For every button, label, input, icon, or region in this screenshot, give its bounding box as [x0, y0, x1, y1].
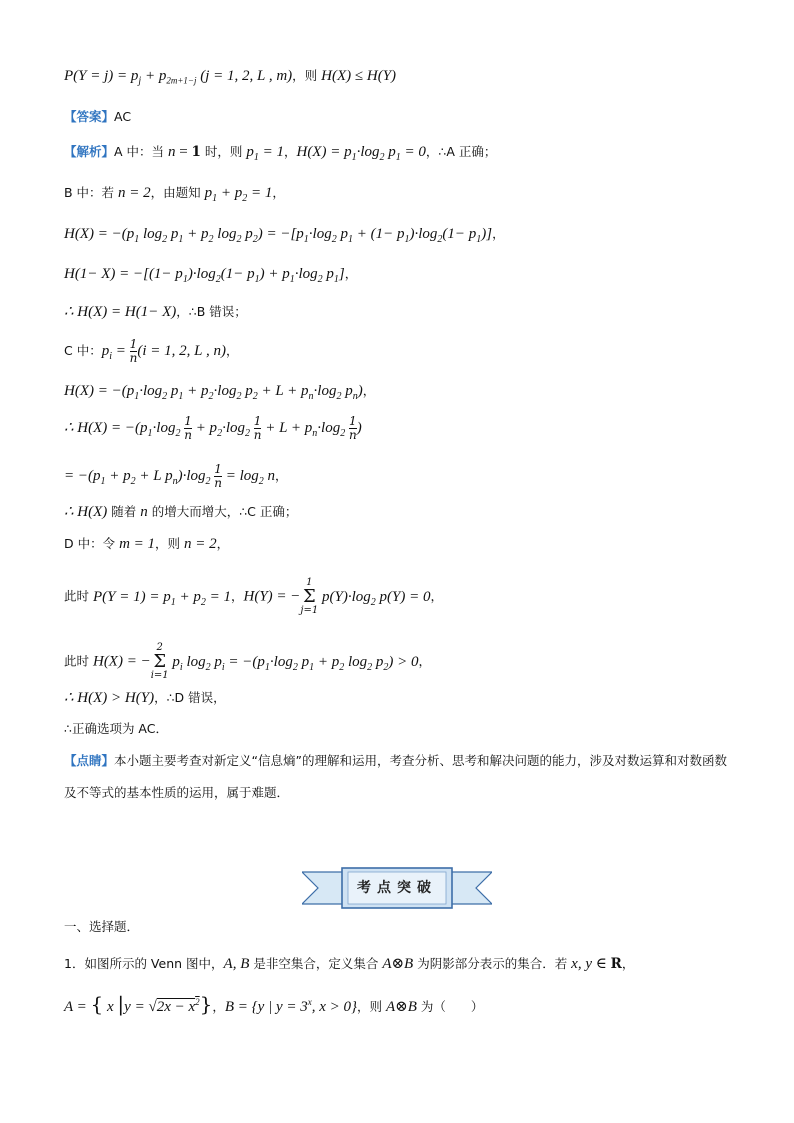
comment-text: 本小题主要考查对新定义“信息熵”的理解和运用，考查分析、思考和解决问题的能力，涉及对数运算和对数函数及不等式的基本性质的运用，属于难题．: [64, 753, 727, 800]
analysis-tag: 【解析】: [64, 144, 115, 159]
analysis-a-line: 【解析】A 中：当 n = 1 时，则 $p_1 = 1$，$H(X) = p_1\cdot\log_2$ $p_1 = 0$，∴A 正确；: [64, 144, 497, 163]
question-1-line-1: 1．如图所示的 Venn 图中，A, B 是非空集合，定义集合 A⊗B 为阴影部分表示的集合．若 x, y ∈ R，: [64, 956, 635, 972]
section-heading-text: 一、选择题．: [64, 919, 140, 934]
math-expression: P: [64, 68, 74, 84]
d-hy-line: 此时 $P(Y = 1) = p_1 + p_2 = 1$，H(Y) = − 1 Σ j=1 $p(Y)\cdot\log_2$ p(Y) = 0，: [64, 577, 443, 616]
question-1-line-2: A = { x $|y = √2x - x^2$}，B = {y | $y = 3^x$, x > 0}，则 A⊗B 为（ ）: [64, 992, 484, 1016]
entropy-h1x-line: $H(1- X) = -[(1- p_1)\cdot\log_2(1- p_1) + p_1\cdot\log_2$ $p_1$]，: [64, 266, 358, 285]
banner-label: 考点突破: [357, 880, 437, 896]
b-conclusion-line: ∴ H(X) = H(1− X)，∴B 错误；: [64, 304, 247, 320]
c-entropy-line: $H(X) = -(p_1\cdot\log_2$ $p_1 + p_2\cdot\log_2$ $p_2 + L + p_n\cdot\log_2$ $p_n$)，: [64, 383, 376, 402]
final-answer-line: ∴正确选项为 AC．: [64, 721, 168, 736]
analysis-b-line: B 中：若 n = 2，由题知 $p_1 + p_2 = 1$，: [64, 185, 285, 204]
answer-tag: 【答案】: [64, 109, 115, 124]
analysis-c-line: C 中：$p_i$ = $\frac{1}{n}$ (i = 1, 2, L , n)，: [64, 337, 239, 365]
c-substitution-line: ∴ $H(X) = -(p_1\cdot\log_2$ $\frac{1}{n}$ + $p_2\cdot\log_2$ $\frac{1}{n}$ + $L + p_n\cdot\log_2$ $\frac{1}{n}$ ): [64, 414, 362, 442]
section-banner: [302, 866, 492, 910]
c-conclusion-line: ∴ H(X) 随着 n 的增大而增大，∴C 正确；: [64, 504, 298, 520]
comment-tag: 【点睛】: [64, 753, 115, 768]
section-heading: [64, 918, 139, 936]
d-hx-line: 此时 H(X) = − 2 Σ i=1 $p_i$ $\log_2 p_i = -(p_1\cdot\log_2$ $p_1 + p_2$ $\log_2 p_2) > 0$，: [64, 642, 432, 681]
answer-value: AC: [114, 109, 132, 124]
answer-line: [64, 108, 131, 126]
analysis-d-line: D 中：令 m = 1，则 n = 2，: [64, 536, 230, 552]
entropy-hx-line: $H(X) = -(p_1$ $\log_2 p_1 + p_2$ $\log_2 p_2) = -[p_1\cdot\log_2$ $p_1 + (1- p_1)\cdot\log_2(1- p_1)$]，: [64, 226, 505, 245]
d-conclusion-line: ∴ H(X) > H(Y)，∴D 错误，: [64, 690, 226, 706]
comment-paragraph: [64, 745, 734, 809]
c-simplify-line: = $-(p_1 + p_2 + L$ $p_n)\cdot\log_2$ $\frac{1}{n}$ = $\log_2 n$，: [64, 462, 288, 490]
condition-line: $P(Y = j) = p_j + p_{2m+1-j}$ (j = 1, 2, L , m)，则 H(X) ≤ H(Y): [64, 68, 397, 87]
